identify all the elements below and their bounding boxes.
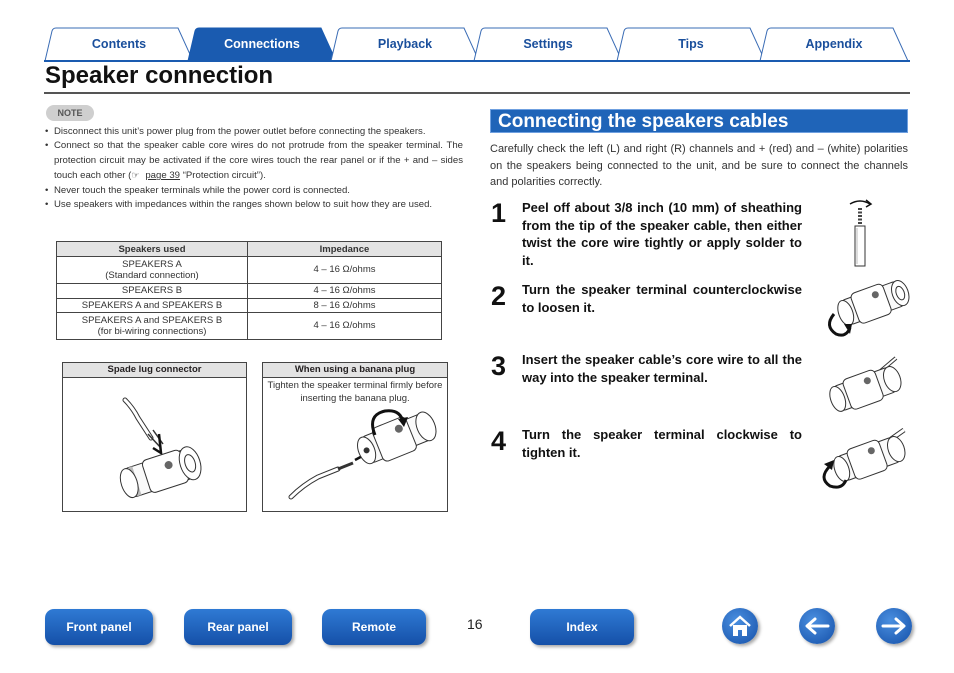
speakers-value: SPEAKERS A and SPEAKERS B xyxy=(81,314,223,326)
step-number: 2 xyxy=(491,281,507,311)
page-title: Speaker connection xyxy=(45,62,274,89)
tab-label: Contents xyxy=(91,37,147,51)
box-title: Spade lug connector xyxy=(63,363,246,378)
column-header: Speakers used xyxy=(57,242,248,257)
box-title: When using a banana plug xyxy=(263,363,447,378)
table-cell: 8 – 16 Ω/ohms xyxy=(248,298,442,313)
home-button[interactable] xyxy=(722,608,758,644)
back-button[interactable] xyxy=(799,608,835,644)
tighten-terminal-illustration xyxy=(816,424,910,492)
intro-paragraph: Carefully check the left (L) and right (R) channels and + (red) and – (white) polarities on the speakers being connected to the unit, and be sure to connect the channels and polarities correctly. xyxy=(490,143,908,188)
step-text: Peel off about 3/8 inch (10 mm) of sheathing from the tip of the speaker cable, then either twist the core wire tightly or apply solder to it. xyxy=(522,200,802,268)
page-reference-icon: ☞ xyxy=(131,170,140,181)
table-row xyxy=(57,257,442,284)
tab-playback[interactable] xyxy=(330,27,480,61)
table-cell: SPEAKERS B xyxy=(57,284,248,299)
step-number: 1 xyxy=(491,198,507,228)
note-item xyxy=(45,198,463,212)
banana-plug-box xyxy=(262,362,448,512)
speakers-value: SPEAKERS A xyxy=(122,258,182,270)
remote-button[interactable]: Remote xyxy=(322,609,426,645)
tab-label: Connections xyxy=(224,37,300,51)
home-icon xyxy=(728,615,752,637)
note-text: Use speakers with impedances within the ranges shown below to suit how they are used. xyxy=(54,199,433,211)
note-text: “Protection circuit”). xyxy=(180,170,266,182)
note-badge: NOTE xyxy=(46,105,94,121)
tab-appendix[interactable] xyxy=(759,27,909,61)
section-heading: Connecting the speakers cables xyxy=(490,109,908,133)
note-item xyxy=(45,139,463,183)
table-row xyxy=(57,298,442,313)
tab-label: Appendix xyxy=(805,37,863,51)
table-row xyxy=(57,284,442,299)
note-text: Disconnect this unit’s power plug from the power outlet before connecting the speakers. xyxy=(54,126,426,137)
tab-tips[interactable] xyxy=(616,27,766,61)
table-cell: 4 – 16 Ω/ohms xyxy=(248,284,442,299)
speakers-sub: (Standard connection) xyxy=(105,270,199,281)
spade-lug-box xyxy=(62,362,247,512)
speakers-sub: (for bi-wiring connections) xyxy=(97,326,207,337)
table-header-row xyxy=(57,242,442,257)
table-cell xyxy=(57,257,248,284)
step-number: 4 xyxy=(491,426,507,456)
tab-settings[interactable] xyxy=(473,27,623,61)
arrow-right-icon xyxy=(881,616,907,636)
forward-button[interactable] xyxy=(876,608,912,644)
note-item xyxy=(45,184,463,198)
tab-label: Tips xyxy=(678,37,704,51)
page-reference-link[interactable]: page 39 xyxy=(145,170,181,182)
step-text: Turn the speaker terminal counterclockwise to loosen it. xyxy=(522,282,802,315)
tab-connections[interactable] xyxy=(187,27,337,61)
tab-label: Playback xyxy=(377,37,433,51)
index-button[interactable]: Index xyxy=(530,609,634,645)
box-text: Tighten the speaker terminal firmly before inserting the banana plug. xyxy=(267,380,443,404)
step-text: Insert the speaker cable’s core wire to all the way into the speaker terminal. xyxy=(522,352,802,385)
note-text: Connect so that the speaker cable core wires do not protrude from the speaker terminal. The protection circuit may be activated if the core wires touch the rear panel or if the + and – sides touch each other ( xyxy=(54,140,463,182)
table-row xyxy=(57,313,442,340)
page-number: 16 xyxy=(467,616,483,632)
table-cell: SPEAKERS A and SPEAKERS B xyxy=(57,298,248,313)
note-list xyxy=(45,125,463,212)
table-cell xyxy=(57,313,248,340)
tab-contents[interactable] xyxy=(44,27,194,61)
tab-bar xyxy=(44,27,910,61)
cable-twist-illustration xyxy=(840,196,880,270)
note-text: Never touch the speaker terminals while the power cord is connected. xyxy=(54,184,350,196)
table-cell: 4 – 16 Ω/ohms xyxy=(248,257,442,284)
spade-lug-illustration xyxy=(63,378,246,511)
insert-wire-illustration xyxy=(822,350,912,416)
column-header: Impedance xyxy=(248,242,442,257)
impedance-table xyxy=(56,241,442,340)
arrow-left-icon xyxy=(804,616,830,636)
title-divider xyxy=(44,92,910,94)
loosen-terminal-illustration xyxy=(822,280,912,340)
step-number: 3 xyxy=(491,351,507,381)
rear-panel-button[interactable]: Rear panel xyxy=(184,609,292,645)
note-item xyxy=(45,125,463,139)
table-cell: 4 – 16 Ω/ohms xyxy=(248,313,442,340)
banana-plug-illustration xyxy=(263,405,447,511)
front-panel-button[interactable]: Front panel xyxy=(45,609,153,645)
step-text: Turn the speaker terminal clockwise to tighten it. xyxy=(522,427,802,460)
tab-label: Settings xyxy=(523,37,573,51)
